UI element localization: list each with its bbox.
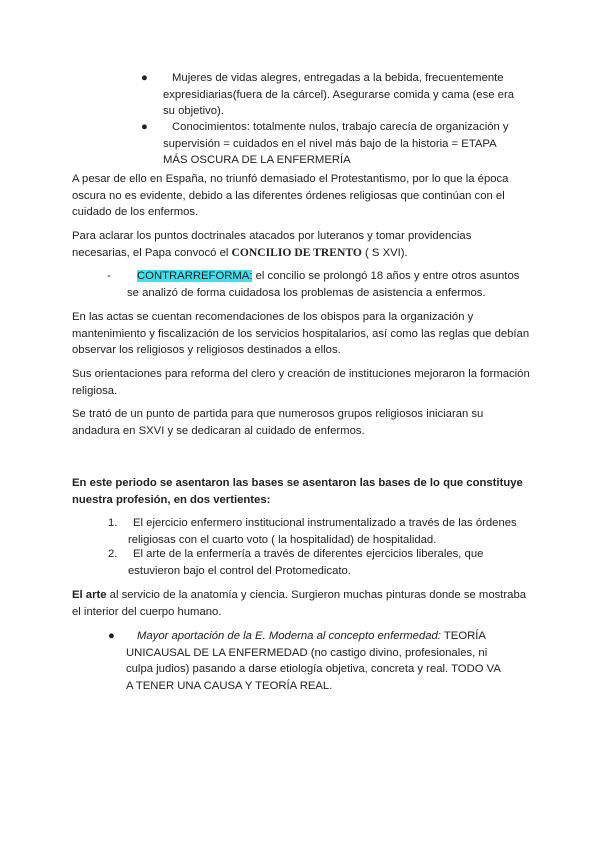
section-heading: En este periodo se asentaron las bases se asentaron las bases de lo que constituye nuestra profesión, en dos vertientes: <box>72 477 523 506</box>
paragraph: Sus orientaciones para reforma del clero y creación de instituciones mejoraron la formación religiosa. <box>72 368 530 397</box>
bullet-marker: ● <box>141 121 148 133</box>
numbered-item <box>108 515 528 548</box>
numbered-item <box>108 546 528 579</box>
concilio-de-trento: CONCILIO DE TRENTO <box>231 245 362 259</box>
list-item-body: TEORÍA UNICAUSAL DE LA ENFERMEDAD (no castigo divino, profesionales, ni culpa judios) pasando a darse etiología objetiva, concreta y real. TODO VA A TENER UNA CAUSA Y TEORÍA REAL. <box>126 630 501 692</box>
numbered-item-text: El arte de la enfermería a través de diferentes ejercicios liberales, que estuvieron bajo el control del Protomedicato. <box>128 548 484 577</box>
list-item-text <box>127 268 525 301</box>
paragraph-text: al servicio de la anatomía y ciencia. Surgieron muchas pinturas donde se mostraba el interior del cuerpo humano. <box>72 589 527 618</box>
list-item-text: Mujeres de vidas alegres, entregadas a la bebida, frecuentemente expresidiarias(fuera de la cárcel). Asegurarse comida y cama (ese era su objetivo). <box>163 72 514 117</box>
paragraph: A pesar de ello en España, no triunfó demasiado el Protestantismo, por lo que la época oscura no es evidente, debido a las diferentes órdenes religiosas que continúan con el cuidado de los enfermos. <box>72 173 509 218</box>
list-item <box>108 628 508 694</box>
paragraph: En las actas se cuentan recomendaciones de los obispos para la organización y mantenimiento y fiscalización de los servicios hospitalarios, así como las reglas que debían observar los religiosos y religiosos destinados a ellos. <box>72 311 530 356</box>
list-item <box>141 119 521 169</box>
bullet-marker: ● <box>108 630 115 642</box>
paragraph-text: Para aclarar los puntos doctrinales atacados por luteranos y tomar providencias necesarias, el Papa convocó el <box>72 230 472 259</box>
bullet-marker: ● <box>141 72 148 84</box>
list-item-body: el concilio se prolongó 18 años y entre otros asuntos se analizó de forma cuidadosa los problemas de asistencia a enfermos. <box>127 270 520 299</box>
el-arte: El arte <box>72 589 107 601</box>
highlighted-term: CONTRARREFORMA: <box>137 270 253 282</box>
paragraph <box>72 228 530 261</box>
numbered-item-text: El ejercicio enfermero institucional instrumentalizado a través de las órdenes religiosas con el cuarto voto ( la hospitalidad) de hospitalidad. <box>128 517 517 546</box>
item-number: 2. <box>108 548 118 560</box>
paragraph <box>72 587 530 620</box>
italic-lead: Mayor aportación de la E. Moderna al concepto enfermedad: <box>137 630 441 642</box>
list-item-text: Conocimientos: totalmente nulos, trabajo carecía de organización y supervisión = cuidados en el nivel más bajo de la historia = ETAPA MÁS OSCURA DE LA ENFERMERÍA <box>163 121 509 166</box>
paragraph-tail: ( S XVI). <box>361 246 408 259</box>
paragraph: Se trató de un punto de partida para que numerosos grupos religiosos iniciaran su andadura en SXVI y se dedicaran al cuidado de enfermos. <box>72 408 484 437</box>
list-item-text <box>126 628 508 694</box>
list-item <box>107 268 525 301</box>
dash-marker: - <box>107 270 111 282</box>
item-number: 1. <box>108 517 118 529</box>
list-item <box>141 70 521 120</box>
